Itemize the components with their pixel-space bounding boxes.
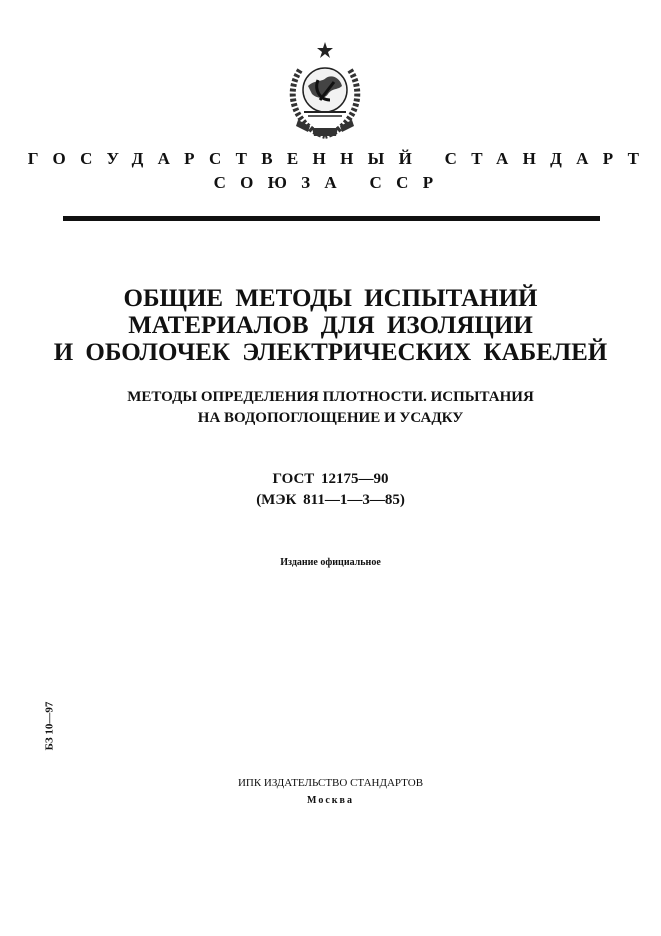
edition-label: Издание официальное xyxy=(280,557,381,568)
ussr-coat-of-arms-icon xyxy=(284,40,366,140)
side-code: БЗ 10—97 xyxy=(43,701,56,751)
publisher-city: Москва xyxy=(307,795,354,806)
star-icon xyxy=(317,42,333,58)
subtitle-line-2: НА ВОДОПОГЛОЩЕНИЕ И УСАДКУ xyxy=(197,410,464,426)
header-ussr: СОЮЗА ССР xyxy=(213,173,448,192)
title-line-1: ОБЩИЕ МЕТОДЫ ИСПЫТАНИЙ xyxy=(123,285,538,312)
header-state-standard: ГОСУДАРСТВЕННЫЙ СТАНДАРТ xyxy=(27,149,654,168)
divider-rule xyxy=(63,216,600,221)
subtitle-line-1: МЕТОДЫ ОПРЕДЕЛЕНИЯ ПЛОТНОСТИ. ИСПЫТАНИЯ xyxy=(127,389,534,405)
iec-number: (МЭК 811—1—3—85) xyxy=(256,492,405,508)
title-line-3: И ОБОЛОЧЕК ЭЛЕКТРИЧЕСКИХ КАБЕЛЕЙ xyxy=(53,339,608,366)
gost-number: ГОСТ 12175—90 xyxy=(272,471,389,487)
publisher-name: ИПК ИЗДАТЕЛЬСТВО СТАНДАРТОВ xyxy=(237,777,424,789)
title-line-2: МАТЕРИАЛОВ ДЛЯ ИЗОЛЯЦИИ xyxy=(128,312,533,339)
